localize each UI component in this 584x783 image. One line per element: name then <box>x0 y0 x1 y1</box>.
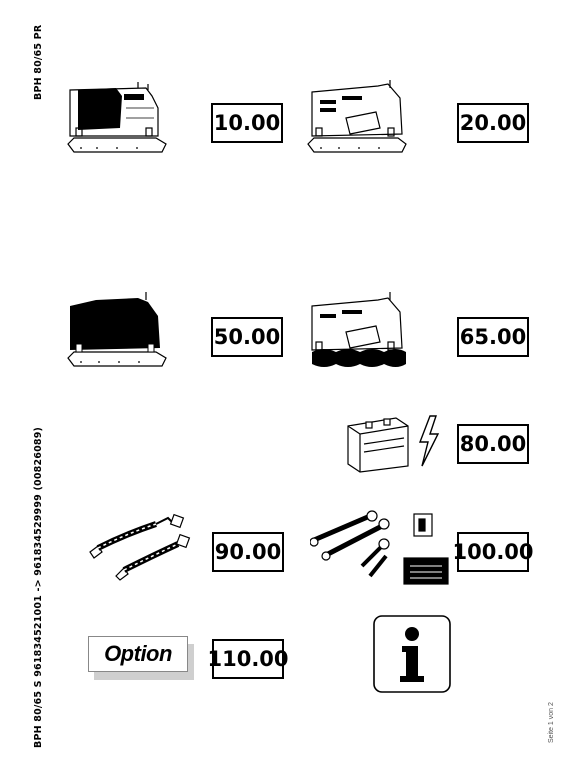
section-number-100[interactable]: 100.00 <box>457 532 529 572</box>
page-number: Seite 1 von 2 <box>548 702 555 743</box>
section-number-90[interactable]: 90.00 <box>212 532 284 572</box>
section-number-110[interactable]: 110.00 <box>212 639 284 679</box>
machine-housing-blacked-out-icon[interactable] <box>66 292 170 372</box>
machine-with-dark-top-cover-icon[interactable] <box>66 78 170 158</box>
option-label-text: Option <box>104 641 172 666</box>
model-title: BPH 80/65 PR <box>33 24 44 100</box>
serial-range: BPH 80/65 S 961834521001 -> 961834529999 (00826089) <box>33 426 44 748</box>
section-number-20[interactable]: 20.00 <box>457 103 529 143</box>
tools-fuel-labels-icon[interactable] <box>310 510 450 586</box>
section-number-80[interactable]: 80.00 <box>457 424 529 464</box>
section-number-50[interactable]: 50.00 <box>211 317 283 357</box>
machine-baseplate-blacked-out-icon[interactable] <box>306 292 410 372</box>
hydraulic-hoses-icon[interactable] <box>86 510 196 584</box>
section-number-65[interactable]: 65.00 <box>457 317 529 357</box>
option-label-icon[interactable] <box>88 636 196 682</box>
section-number-10[interactable]: 10.00 <box>211 103 283 143</box>
machine-with-hood-open-icon[interactable] <box>306 78 410 158</box>
information-icon[interactable] <box>372 614 452 694</box>
battery-electrical-icon[interactable] <box>342 408 444 474</box>
